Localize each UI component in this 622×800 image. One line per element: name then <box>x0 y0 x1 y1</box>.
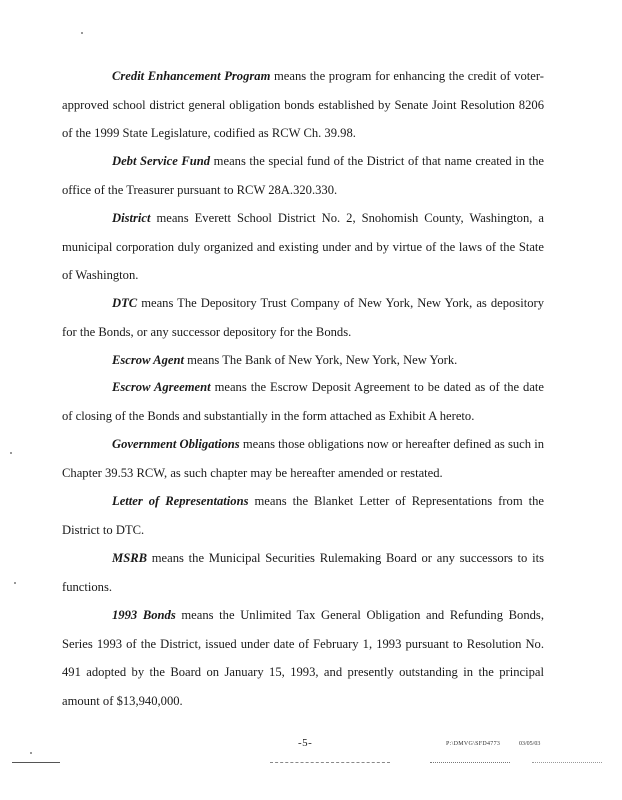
definition-text: means Everett School District No. 2, Snohomish County, Washington, a municipal corporation duly organized and existing under and by virtue of the laws of the State of Washington. <box>62 211 544 282</box>
defined-term: District <box>112 211 151 225</box>
defined-term: Debt Service Fund <box>112 154 211 168</box>
document-date: 03/05/03 <box>519 741 541 747</box>
definition-text: means The Depository Trust Company of New York, New York, as depository for the Bonds, or any successor depository for the Bonds. <box>62 296 544 339</box>
definition-letter-of-representations <box>62 487 544 544</box>
definition-text: means the Unlimited Tax General Obligation and Refunding Bonds, Series 1993 of the District, issued under date of February 1, 1993 pursuant to Resolution No. 491 adopted by the Board on January 15, 1993, and presently outstanding in the principal amount of $13,940,000. <box>62 608 544 708</box>
definition-text: means The Bank of New York, New York, New York. <box>183 353 458 367</box>
document-code: P:\DMVG\SFD4773 <box>446 741 501 747</box>
definition-district <box>62 204 544 290</box>
definition-dtc <box>62 289 544 346</box>
scan-speck <box>10 452 12 454</box>
definition-1993-bonds <box>62 601 544 715</box>
defined-term: Letter of Representations <box>112 494 249 508</box>
definition-text: means the special fund of the District of that name created in the office of the Treasurer pursuant to RCW 28A.320.330. <box>62 154 545 197</box>
defined-term: Escrow Agent <box>112 353 184 367</box>
defined-term: Escrow Agreement <box>112 380 211 394</box>
defined-term: 1993 Bonds <box>112 608 176 622</box>
footer-rule <box>430 762 510 763</box>
definition-credit-enhancement-program <box>62 62 544 148</box>
defined-term: Credit Enhancement Program <box>112 69 271 83</box>
definition-text: means the Blanket Letter of Representations from the District to DTC. <box>62 494 545 537</box>
footer-rule <box>270 762 390 763</box>
footer-rule <box>532 762 602 763</box>
definition-msrb <box>62 544 544 601</box>
defined-term: DTC <box>112 296 138 310</box>
page-number: -5- <box>298 737 313 749</box>
definition-text: means the Municipal Securities Rulemaking Board or any successors to its functions. <box>62 551 544 594</box>
scan-speck <box>14 582 16 584</box>
definition-government-obligations <box>62 430 544 487</box>
definition-escrow-agreement <box>62 373 544 430</box>
scan-speck <box>81 32 83 34</box>
footer-rule <box>12 762 60 763</box>
definition-text: means the Escrow Deposit Agreement to be dated as of the date of closing of the Bonds and substantially in the form attached as Exhibit A hereto. <box>62 380 544 423</box>
definition-debt-service-fund <box>62 147 544 204</box>
defined-term: Government Obligations <box>112 437 240 451</box>
definition-text: means the program for enhancing the credit of voter-approved school district general obligation bonds established by Senate Joint Resolution 8206 of the 1999 State Legislature, codified as RCW Ch. 39.98. <box>62 69 544 140</box>
defined-term: MSRB <box>112 551 148 565</box>
definition-escrow-agent <box>62 346 544 375</box>
definition-text: means those obligations now or hereafter defined as such in Chapter 39.53 RCW, as such chapter may be hereafter amended or restated. <box>62 437 544 480</box>
scan-speck <box>30 752 32 754</box>
